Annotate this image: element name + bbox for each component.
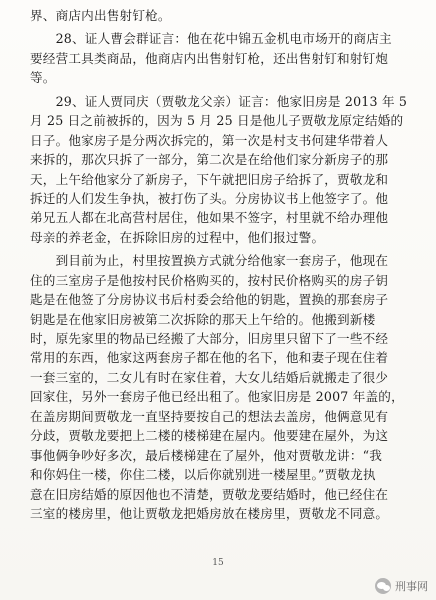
text-line: 事他俩争吵好多次，最后楼梯建在了屋外，他对贾敬龙讲：“我: [30, 447, 383, 463]
text-line: 一套三室的，二女儿有时在家住着，大女儿结婚后就搬走了很少: [30, 369, 389, 385]
text-line: 三室的楼房里，他让贾敬龙把婚房放在楼房里，贾敬龙不同意。: [30, 505, 389, 521]
text-line: 和你妈住一楼，你住二楼，以后你就别进一楼屋里。”贾敬龙执: [30, 467, 376, 483]
text-line: 界、商店内出售射钉枪。: [30, 8, 171, 23]
text-line: 拆迁的人们发生争执，被打伤了头。分房协议书上他签字了。他: [30, 190, 389, 206]
text-line: 住的三室房子是他按村民价格购买的，按村民价格购买的房子钥: [30, 272, 389, 288]
document-body: [30, 6, 412, 523]
text-line: 日子。他家房子是分两次拆完的，第一次是村支书何建华带着人: [30, 132, 389, 148]
text-line: 时，原先家里的物品已经搬了大部分，旧房里只留下了一些不经: [30, 331, 389, 346]
text-line: 月 25 日之前被拆的，因为 5 月 25 日是他儿子贾敬龙原定结婚的: [30, 113, 404, 129]
wechat-icon: [375, 578, 391, 594]
text-line: 要经营工具类商品，他商店内出售射钉枪，还出售射钉和射钉炮: [30, 50, 389, 66]
text-line: 常用的东西，他家这两套房子都在他的名下，他和妻子现在住着: [30, 350, 389, 366]
text-line: 来拆的，那次只拆了一部分，第二次是在给他们家分新房子的那: [30, 152, 389, 168]
text-line: 弟兄五人都在北高营村居住，他如果不签字，村里就不给办理他: [30, 210, 389, 226]
watermark: [375, 578, 428, 594]
text-line: 在盖房期间贾敬龙一直坚持要按自己的想法去盖房，他俩意见有: [30, 408, 389, 424]
page-number: 15: [212, 558, 224, 568]
text-line: 29、证人贾同庆（贾敬龙父亲）证言：他家旧房是 2013 年 5: [30, 93, 408, 109]
watermark-label: 刑事网: [395, 580, 428, 593]
text-line: 分歧，贾敬龙要把上二楼的楼梯建在屋内。他要建在屋外，为这: [30, 428, 389, 444]
text-line: 意在旧房结婚的原因他也不清楚，贾敬龙要结婚时，他已经住在: [30, 486, 389, 502]
text-line: 天，上午给他家分了新房子，下午就把旧房子给拆了，贾敬龙和: [30, 171, 389, 187]
text-line: 匙是在他签了分房协议书后村委会给他的钥匙，置换的那套房子: [30, 292, 389, 308]
text-line: 回家住，另外一套房子他已经出租了。他家旧房是 2007 年盖的，: [30, 389, 404, 405]
text-line: 钥匙是在他家旧房被第二次拆除的那天上午给的。他搬到新楼: [30, 311, 376, 327]
text-line: 到目前为止，村里按置换方式就分给他家一套房子，他现在: [30, 253, 389, 269]
text-line: 28、证人曹会群证言：他在花中锦五金机电市场开的商店主: [30, 31, 392, 47]
text-line: 母亲的养老金，在拆除旧房的过程中，他们报过警。: [30, 229, 325, 245]
text-line: 等。: [30, 70, 56, 86]
